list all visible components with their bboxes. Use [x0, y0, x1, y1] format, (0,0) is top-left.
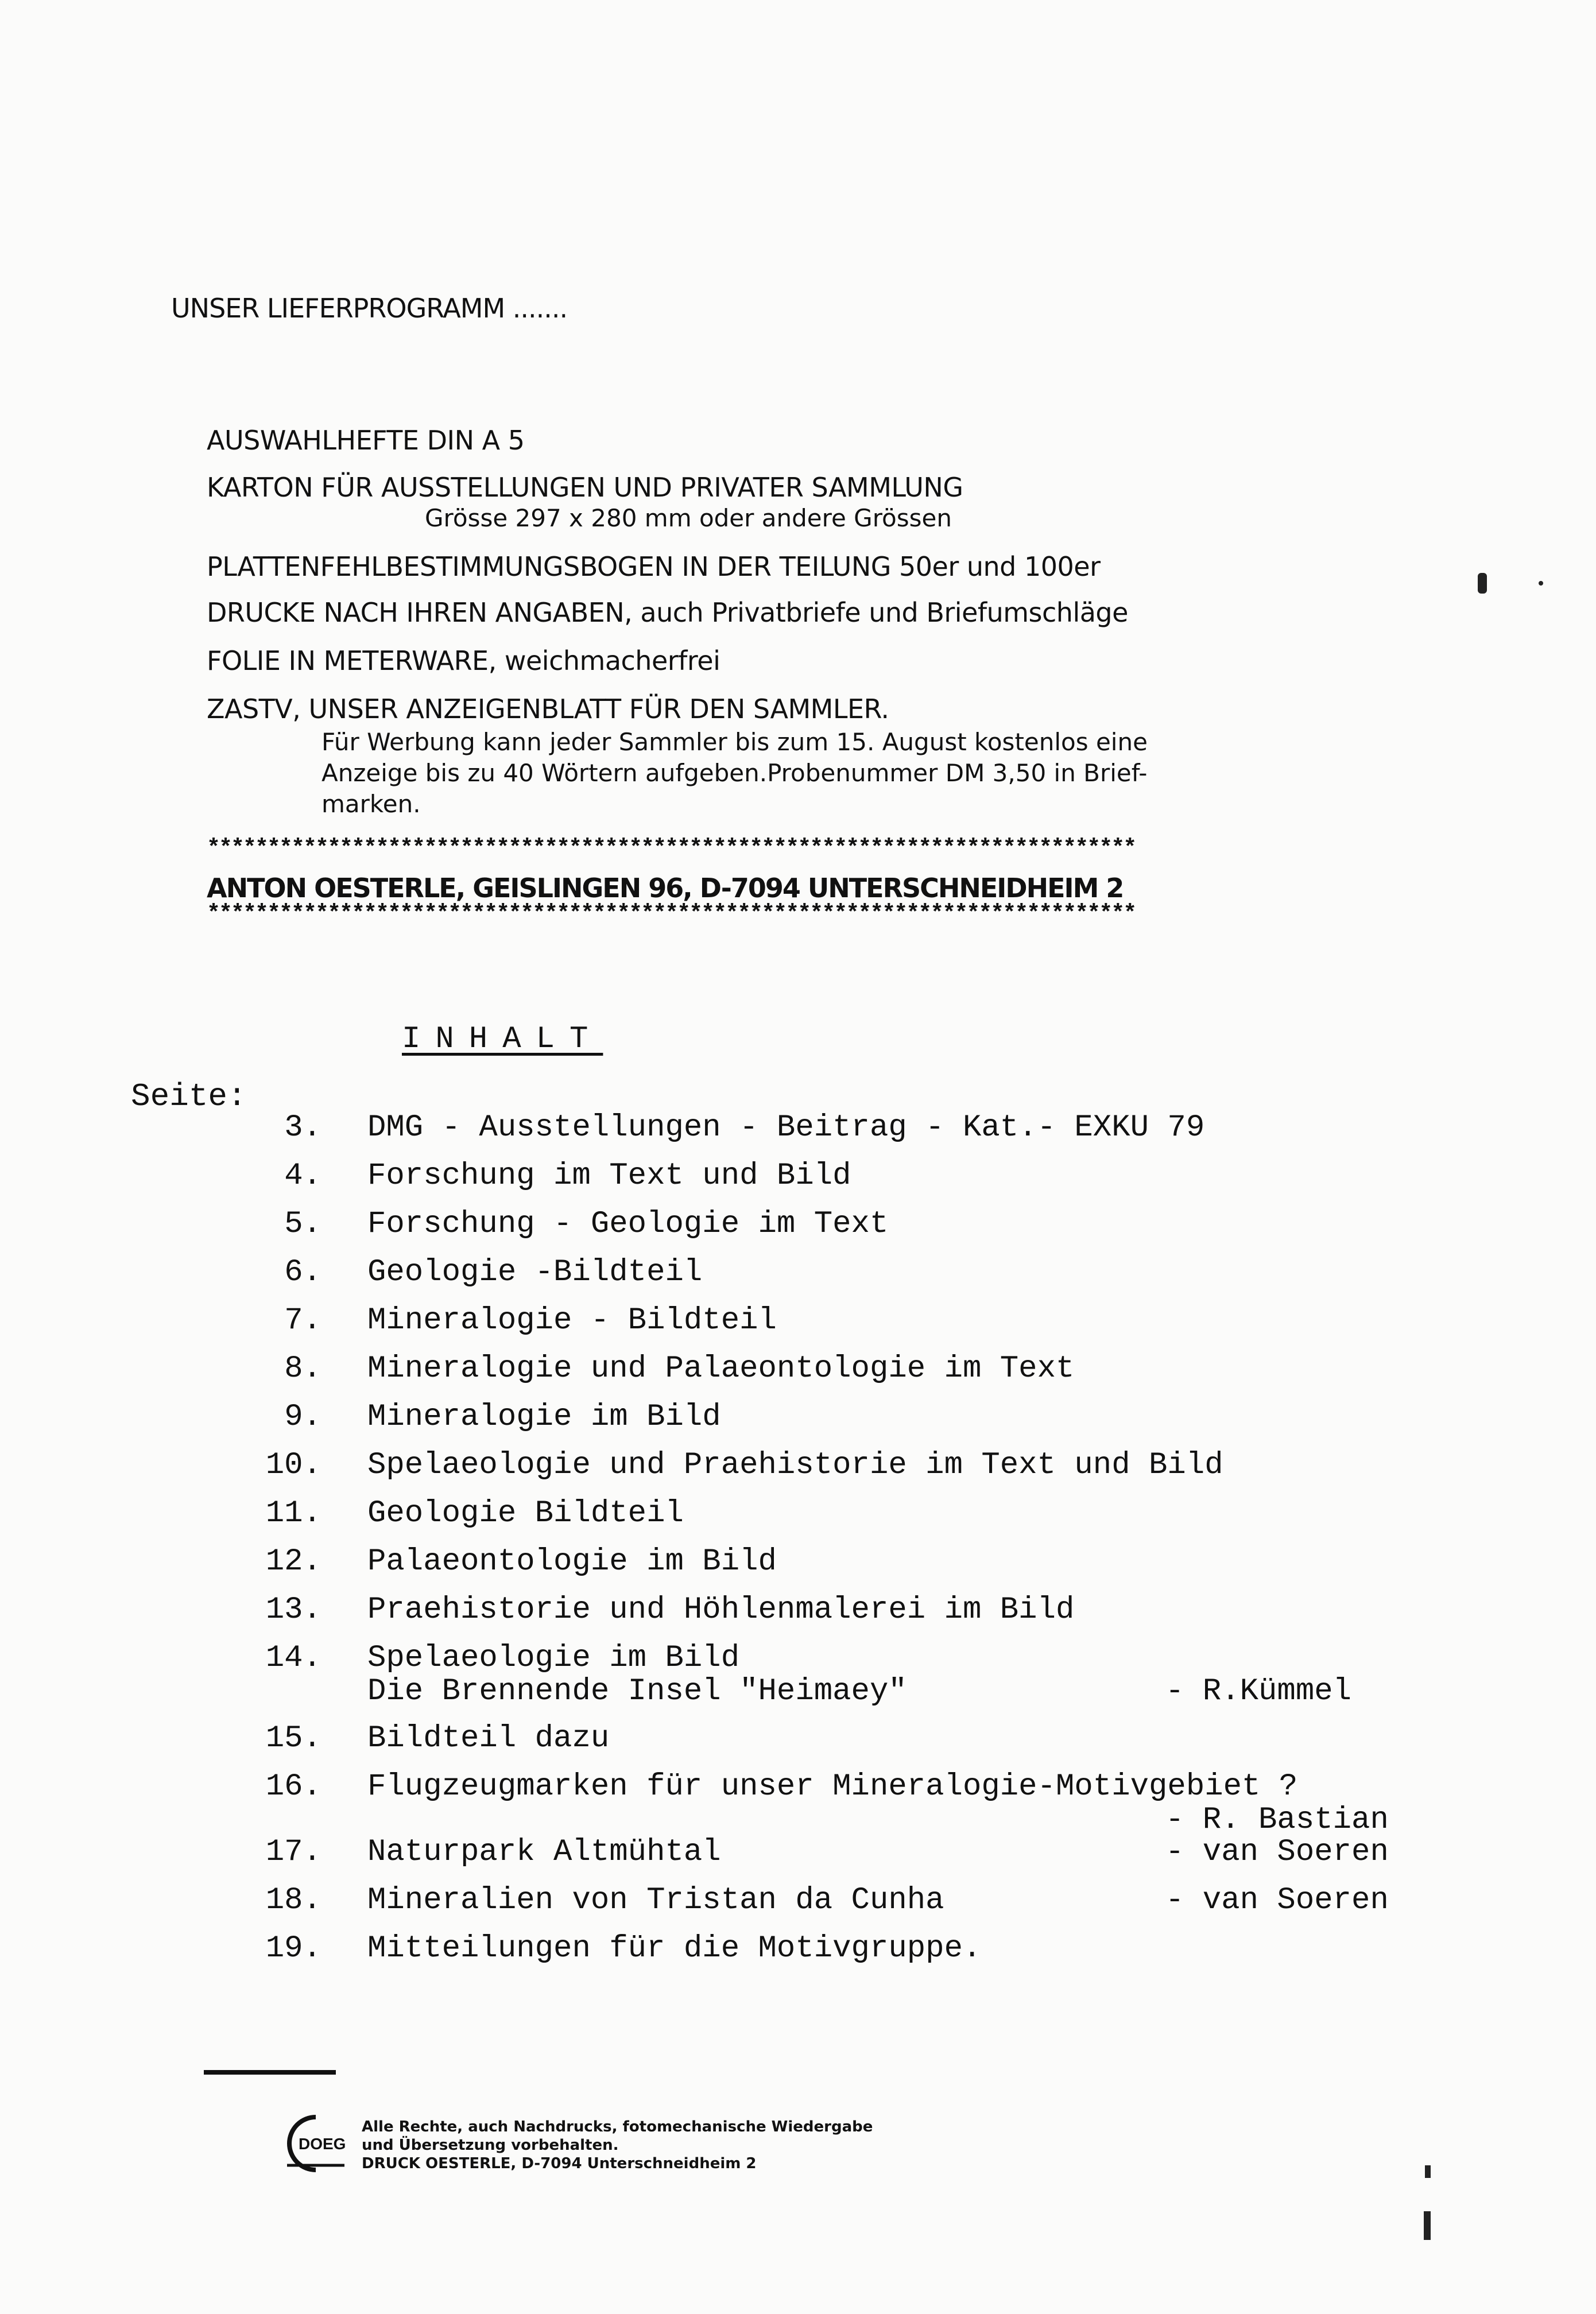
toc-entry-title: Mitteilungen für die Motivgruppe. — [367, 1931, 982, 1966]
program-item-zastv-desc-2: Anzeige bis zu 40 Wörtern aufgeben.Probenummer DM 3,50 in Brief- — [321, 759, 1148, 787]
toc-page-number: 17. — [265, 1835, 321, 1870]
toc-entry-title: Bildteil dazu — [367, 1721, 610, 1756]
doeg-logo — [276, 2113, 356, 2176]
toc-page-number: 18. — [265, 1883, 321, 1918]
legal-line-3: DRUCK OESTERLE, D-7094 Unterschneidheim 2 — [362, 2155, 757, 2172]
toc-page-number: 4. — [284, 1158, 321, 1193]
toc-entry — [265, 1931, 1418, 1971]
program-item-karton-size: Grösse 297 x 280 mm oder andere Grössen — [425, 504, 952, 532]
toc-page-number: 3. — [284, 1110, 321, 1145]
scan-mark — [1539, 581, 1543, 586]
legal-line-1: Alle Rechte, auch Nachdrucks, fotomechanische Wiedergabe — [362, 2118, 873, 2135]
program-item-zastv: ZASTV, UNSER ANZEIGENBLATT FÜR DEN SAMMLER. — [207, 693, 889, 724]
toc-entry-author: - R. Bastian — [1165, 1803, 1389, 1838]
toc-entry-title: Forschung im Text und Bild — [367, 1158, 851, 1193]
toc-entry-title: Mineralogie und Palaeontologie im Text — [367, 1351, 1075, 1386]
toc-entry-title: DMG - Ausstellungen - Beitrag - Kat.- EXKU 79 — [367, 1110, 1205, 1145]
publisher-address: ANTON OESTERLE, GEISLINGEN 96, D-7094 UNTERSCHNEIDHEIM 2 — [207, 873, 1124, 904]
toc-entry — [270, 1351, 1418, 1391]
toc-entry — [270, 1207, 1418, 1247]
toc-title: INHALT — [402, 1022, 603, 1057]
toc-page-number: 16. — [265, 1769, 321, 1804]
toc-page-number: 10. — [265, 1448, 321, 1483]
toc-entry — [265, 1883, 1418, 1923]
toc-entry — [265, 1835, 1418, 1875]
star-divider-top: ***************************************************************************** — [207, 836, 1136, 862]
scan-mark — [1425, 2165, 1431, 2178]
toc-entry — [265, 1769, 1418, 1838]
toc-entry-title: Forschung - Geologie im Text — [367, 1207, 889, 1242]
toc-entry — [265, 1592, 1418, 1633]
star-divider-bottom: ***************************************************************************** — [207, 901, 1136, 927]
toc-page-number: 14. — [265, 1641, 321, 1676]
toc-entry — [265, 1496, 1418, 1536]
toc-page-number: 13. — [265, 1592, 321, 1627]
toc-entry-author: - van Soeren — [1165, 1835, 1389, 1870]
toc-entry — [270, 1110, 1418, 1150]
toc-page-number: 5. — [284, 1207, 321, 1242]
toc-entry-title: Spelaeologie und Praehistorie im Text und Bild — [367, 1448, 1223, 1483]
toc-entry-title: Spelaeologie im Bild — [367, 1641, 740, 1676]
footer-rule — [204, 2070, 336, 2075]
scan-mark — [1424, 2211, 1431, 2240]
toc-entry-title: Palaeontologie im Bild — [367, 1544, 777, 1579]
scan-mark — [1478, 573, 1487, 594]
toc-entry-title: Mineralien von Tristan da Cunha — [367, 1883, 944, 1918]
toc-entry-title: Mineralogie im Bild — [367, 1400, 721, 1435]
program-item-folie: FOLIE IN METERWARE, weichmacherfrei — [207, 645, 720, 676]
program-item-auswahlhefte: AUSWAHLHEFTE DIN A 5 — [207, 425, 525, 456]
program-item-drucke: DRUCKE NACH IHREN ANGABEN, auch Privatbriefe und Briefumschläge — [207, 597, 1128, 628]
toc-page-number: 8. — [284, 1351, 321, 1386]
doeg-logo-text: DOEG — [299, 2135, 346, 2153]
toc-entry-author: - R.Kümmel — [1165, 1674, 1352, 1709]
toc-entry-title: Geologie -Bildteil — [367, 1255, 703, 1290]
program-heading: UNSER LIEFERPROGRAMM ....... — [171, 293, 568, 324]
toc-entry-title: Praehistorie und Höhlenmalerei im Bild — [367, 1592, 1075, 1627]
toc-entry-title: Flugzeugmarken für unser Mineralogie-Motivgebiet ? — [367, 1769, 1298, 1804]
toc-page-number: 7. — [284, 1303, 321, 1338]
program-item-zastv-desc-3: marken. — [321, 790, 421, 818]
seite-label: Seite: — [131, 1078, 247, 1115]
toc-entry-title: Naturpark Altmühtal — [367, 1835, 721, 1870]
toc-page-number: 12. — [265, 1544, 321, 1579]
toc-entry — [270, 1400, 1418, 1440]
toc-entry-title: Geologie Bildteil — [367, 1496, 684, 1531]
toc-entry — [265, 1721, 1418, 1761]
toc-page-number: 9. — [284, 1400, 321, 1435]
toc-entry-author: - van Soeren — [1165, 1883, 1389, 1918]
toc-entry — [270, 1158, 1418, 1199]
toc-page-number: 15. — [265, 1721, 321, 1756]
toc-entry — [265, 1544, 1418, 1584]
toc-entry — [270, 1255, 1418, 1295]
toc-page-number: 19. — [265, 1931, 321, 1966]
toc-page-number: 11. — [265, 1496, 321, 1531]
program-item-zastv-desc-1: Für Werbung kann jeder Sammler bis zum 15. August kostenlos eine — [321, 728, 1148, 756]
program-item-karton: KARTON FÜR AUSSTELLUNGEN UND PRIVATER SAMMLUNG — [207, 472, 963, 503]
program-item-plattenfehler: PLATTENFEHLBESTIMMUNGSBOGEN IN DER TEILUNG 50er und 100er — [207, 551, 1101, 582]
toc-entry — [265, 1448, 1418, 1488]
toc-entry-title: Mineralogie - Bildteil — [367, 1303, 777, 1338]
toc-entry-subtitle: Die Brennende Insel "Heimaey" — [367, 1674, 907, 1709]
toc-entry — [265, 1641, 1418, 1709]
legal-line-2: und Übersetzung vorbehalten. — [362, 2137, 619, 2154]
toc-page-number: 6. — [284, 1255, 321, 1290]
toc-entry — [270, 1303, 1418, 1343]
